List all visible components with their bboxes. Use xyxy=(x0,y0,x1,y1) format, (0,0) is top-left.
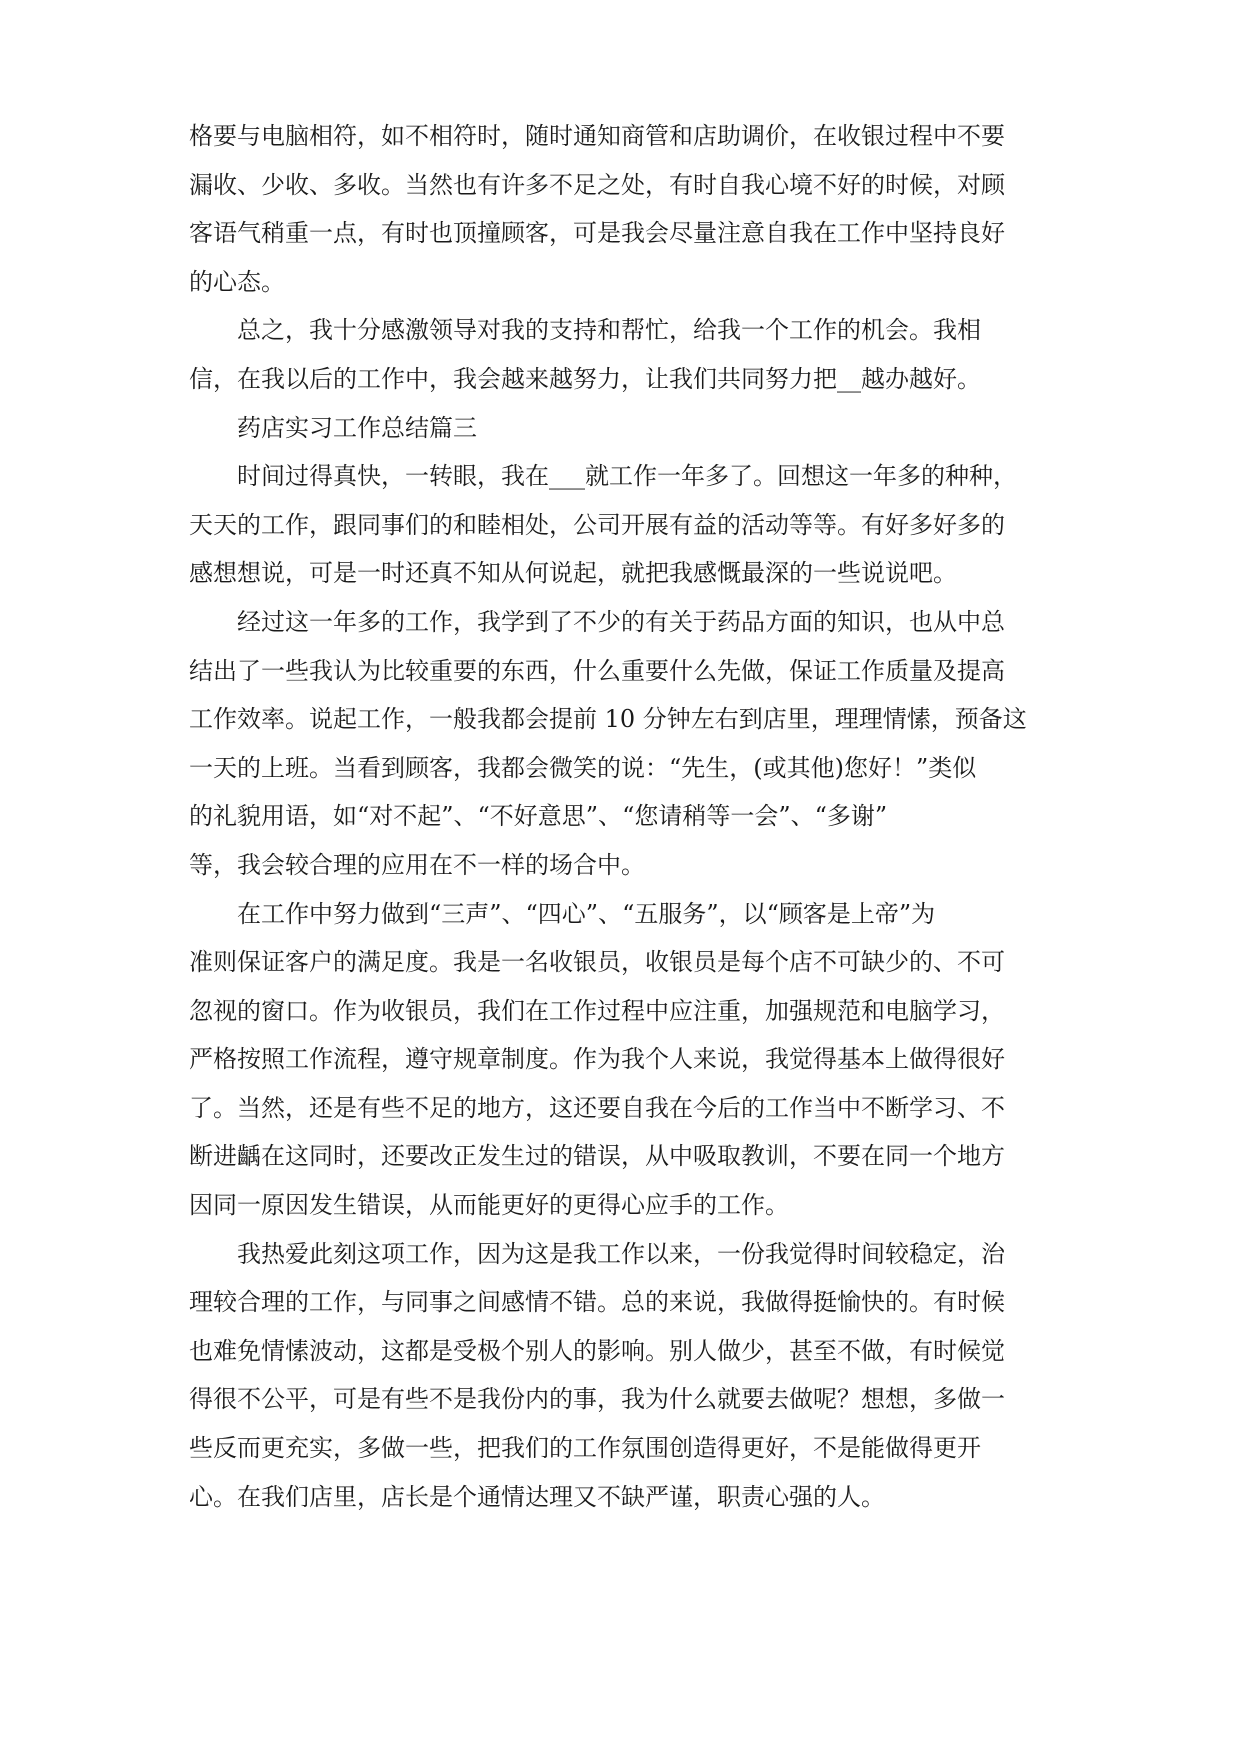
text-line: 等，我会较合理的应用在不一样的场合中。 xyxy=(189,850,645,879)
text-line: 格要与电脑相符，如不相符时，随时通知商管和店助调价，在收银过程中不要 xyxy=(189,122,1005,150)
text-line: 天天的工作，跟同事们的和睦相处，公司开展有益的活动等等。有好多好多的 xyxy=(189,510,1005,539)
paragraph-first-line: 经过这一年多的工作，我学到了不少的有关于药品方面的知识，也从中总 xyxy=(237,607,1005,636)
text-line: 感想想说，可是一时还真不知从何说起，就把我感慨最深的一些说说吧。 xyxy=(189,559,957,588)
text-line: 了。当然，还是有些不足的地方，这还要自我在今后的工作当中不断学习、不 xyxy=(189,1093,1005,1122)
text-line: 漏收、少收、多收。当然也有许多不足之处，有时自我心境不好的时候，对顾 xyxy=(189,170,1005,199)
document-body xyxy=(189,112,1049,1521)
text-line: 严格按照工作流程，遵守规章制度。作为我个人来说，我觉得基本上做得很好 xyxy=(189,1045,1005,1074)
text-line: 信，在我以后的工作中，我会越来越努力，让我们共同努力把__越办越好。 xyxy=(189,364,981,393)
paragraph-first-line: 我热爱此刻这项工作，因为这是我工作以来，一份我觉得时间较稳定，治 xyxy=(237,1239,1005,1268)
text-line: 客语气稍重一点，有时也顶撞顾客，可是我会尽量注意自我在工作中坚持良好 xyxy=(189,219,1005,248)
text-line: 心。在我们店里，店长是个通情达理又不缺严谨，职责心强的人。 xyxy=(189,1482,885,1511)
paragraph-first-line: 时间过得真快，一转眼，我在___就工作一年多了。回想这一年多的种种， xyxy=(237,462,1017,491)
text-line: 的心态。 xyxy=(189,267,285,296)
text-line: 结出了一些我认为比较重要的东西，什么重要什么先做，保证工作质量及提高 xyxy=(189,656,1005,685)
text-line: 准则保证客户的满足度。我是一名收银员，收银员是每个店不可缺少的、不可 xyxy=(189,948,1005,977)
text-line: 一天的上班。当看到顾客，我都会微笑的说：“先生，(或其他)您好！”类似 xyxy=(189,753,977,782)
text-line: 些反而更充实，多做一些，把我们的工作氛围创造得更好，不是能做得更开 xyxy=(189,1434,981,1463)
text-line: 工作效率。说起工作，一般我都会提前 10 分钟左右到店里，理理情愫，预备这 xyxy=(189,705,1027,734)
text-line: 的礼貌用语，如“对不起”、“不好意思”、“您请稍等一会”、“多谢” xyxy=(189,802,888,831)
paragraph-first-line: 在工作中努力做到“三声”、“四心”、“五服务”，以“顾客是上帝”为 xyxy=(237,899,936,928)
paragraph-first-line: 总之，我十分感激领导对我的支持和帮忙，给我一个工作的机会。我相 xyxy=(237,316,981,345)
text-line: 也难免情愫波动，这都是受极个别人的影响。别人做少，甚至不做，有时候觉 xyxy=(189,1336,1005,1365)
text-line: 因同一原因发生错误，从而能更好的更得心应手的工作。 xyxy=(189,1191,789,1220)
text-line: 得很不公平，可是有些不是我份内的事，我为什么就要去做呢？想想，多做一 xyxy=(189,1385,1005,1414)
text-line: 理较合理的工作，与同事之间感情不错。总的来说，我做得挺愉快的。有时候 xyxy=(189,1288,1005,1317)
text-line: 断进齲在这同时，还要改正发生过的错误，从中吸取教训，不要在同一个地方 xyxy=(189,1142,1005,1171)
section-heading: 药店实习工作总结篇三 xyxy=(237,413,477,442)
text-line: 忽视的窗口。作为收银员，我们在工作过程中应注重，加强规范和电脑学习， xyxy=(189,996,1005,1025)
